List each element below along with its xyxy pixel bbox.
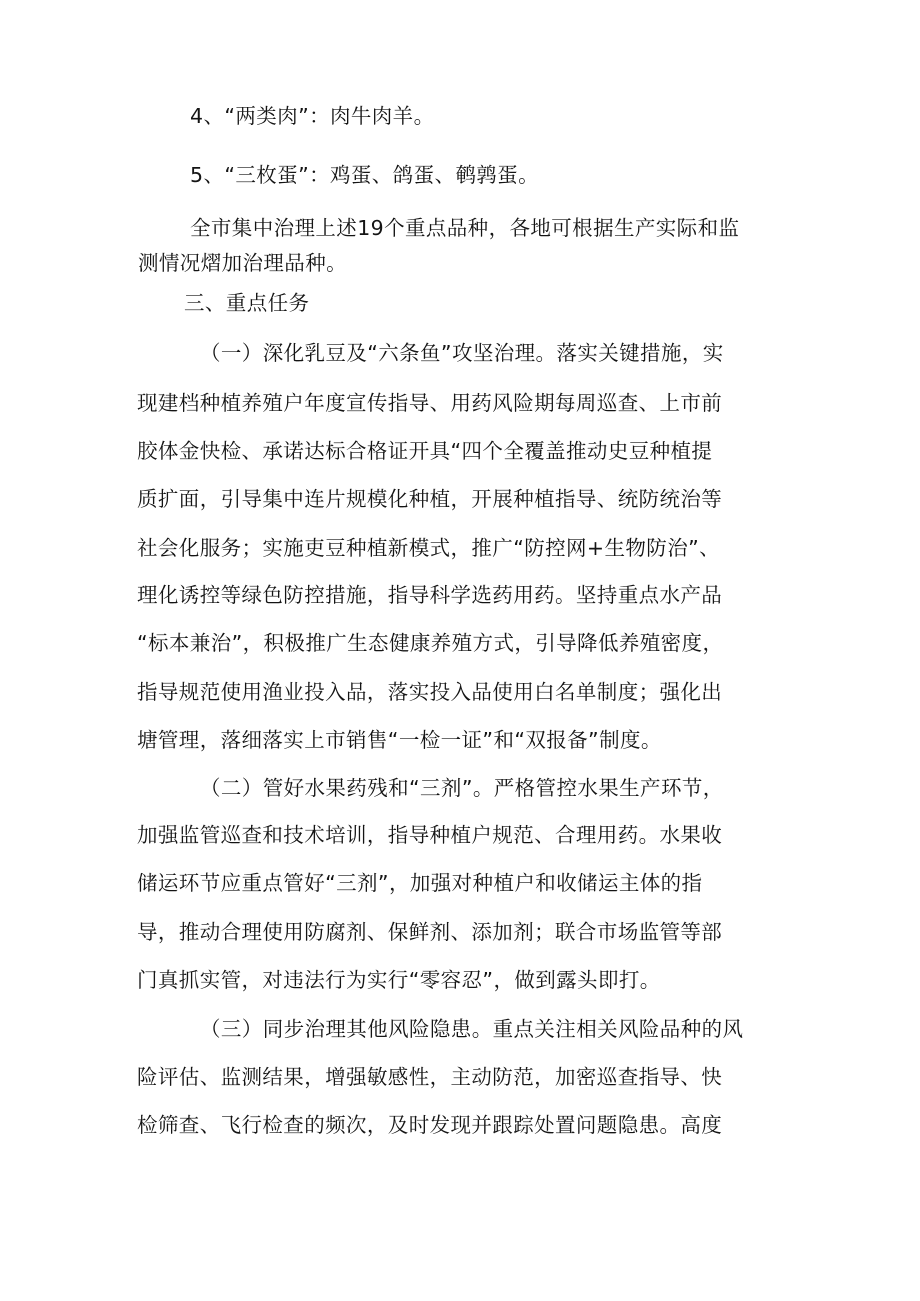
paragraph-summary-line-1: 全市集中治理上述19个重点品种，各地可根据生产实际和监 bbox=[190, 216, 740, 240]
section-heading: 三、重点任务 bbox=[184, 291, 310, 315]
paragraph-summary-line-2: 测情况熠加治理品种。 bbox=[138, 251, 347, 275]
task2-line-2: 加强监管巡查和技术培训，指导种植户规范、合理用药。水果收 bbox=[137, 823, 723, 847]
task1-line-4: 质扩面，引导集中连片规模化种植，开展种植指导、统防统治等 bbox=[137, 487, 723, 511]
task2-line-3: 储运环节应重点管好“三剂”，加强对种植户和收储运主体的指 bbox=[137, 871, 703, 895]
task1-line-3: 胶体金快检、承诺达标合格证开具“四个全覆盖推动史豆种植提 bbox=[137, 439, 713, 463]
task3-line-2: 险评估、监测结果，增强敏感性，主动防范，加密巡查指导、快 bbox=[137, 1065, 723, 1089]
task1-line-9: 塘管理，落细落实上市销售“一检一证”和“双报备”制度。 bbox=[137, 728, 662, 752]
task3-line-1: （三）同步治理其他风险隐患。重点关注相关风险品种的风 bbox=[200, 1017, 744, 1041]
task1-line-6: 理化诱控等绿色防控措施，指导科学选药用药。坚持重点水产品 bbox=[137, 583, 723, 607]
task1-line-2: 现建档种植养殖户年度宣传指导、用药风险期每周巡查、上市前 bbox=[137, 391, 723, 415]
task2-line-4: 导，推动合理使用防腐剂、保鲜剂、添加剂；联合市场监管等部 bbox=[137, 920, 723, 944]
list-item-eggs: 5、“三枚蛋”：鸡蛋、鸽蛋、鹌鹑蛋。 bbox=[190, 163, 539, 187]
task2-line-5: 门真抓实管，对违法行为实行“零容忍”，做到露头即打。 bbox=[137, 968, 661, 992]
task1-line-7: “标本兼治”，积极推广生态健康养殖方式，引导降低养殖密度， bbox=[137, 631, 724, 655]
task2-line-1: （二）管好水果药残和“三剂”。严格管控水果生产环节， bbox=[200, 776, 724, 800]
task3-line-3: 检筛查、飞行检查的频次，及时发现并跟踪处置问题隐患。高度 bbox=[137, 1113, 723, 1137]
task1-line-8: 指导规范使用渔业投入品，落实投入品使用白名单制度；强化出 bbox=[137, 680, 723, 704]
list-item-meat: 4、“两类肉”：肉牛肉羊。 bbox=[190, 104, 435, 128]
task1-line-5: 社会化服务；实施吏豆种植新模式，推广“防控网+生物防治”、 bbox=[137, 536, 721, 560]
task1-line-1: （一）深化乳豆及“六条鱼”攻坚治理。落实关键措施，实 bbox=[200, 341, 724, 365]
